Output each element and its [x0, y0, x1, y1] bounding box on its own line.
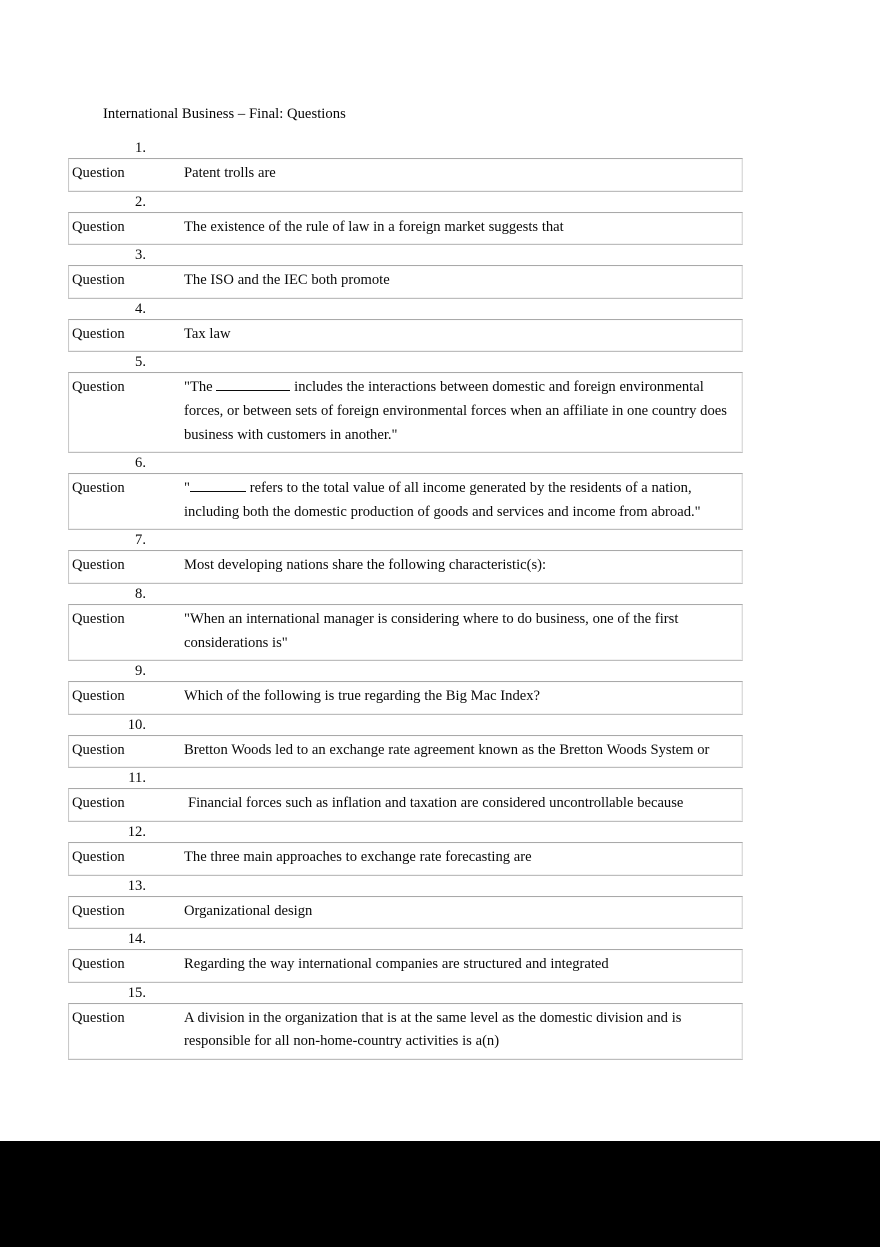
question-number: 2.	[135, 193, 146, 210]
question-label: Question	[72, 795, 125, 812]
question-text	[184, 474, 742, 529]
question-item	[0, 138, 880, 192]
question-row	[68, 372, 743, 453]
question-item	[0, 584, 880, 661]
question-number: 11.	[128, 770, 146, 787]
fill-in-blank	[190, 491, 246, 492]
question-text-before-blank: "	[184, 480, 190, 497]
question-item	[0, 245, 880, 299]
question-text: Bretton Woods led to an exchange rate agreement known as the Bretton Woods System or	[184, 741, 710, 758]
question-text: The existence of the rule of law in a foreign market suggests that	[184, 218, 564, 235]
question-item	[0, 929, 880, 983]
question-text: Most developing nations share the following characteristic(s):	[184, 557, 547, 574]
question-row	[68, 212, 743, 246]
question-label: Question	[72, 165, 125, 181]
question-label: Question	[72, 610, 125, 627]
question-text: A division in the organization that is at the same level as the domestic division and is responsible for all non-home-country activities is a(n)	[184, 1009, 682, 1050]
question-number: 1.	[135, 140, 146, 156]
question-text-before-blank: "The	[184, 379, 217, 396]
question-text	[184, 373, 742, 452]
question-row	[68, 735, 743, 769]
question-row	[68, 604, 743, 661]
question-text-after-blank: includes the interactions between domestic and foreign environmental forces, or between sets of foreign environmental forces when an affiliate in one country does business with customers in another."	[184, 379, 727, 443]
question-text: Regarding the way international companies are structured and integrated	[184, 956, 609, 973]
question-number: 14.	[127, 931, 146, 948]
question-label: Question	[72, 218, 125, 235]
bottom-black-band	[0, 1141, 880, 1247]
question-label: Question	[72, 956, 125, 973]
question-number: 10.	[127, 716, 146, 733]
question-item	[0, 876, 880, 930]
question-label: Question	[72, 480, 125, 497]
question-text: "When an international manager is considering where to do business, one of the first considerations is"	[184, 610, 679, 651]
question-item	[0, 453, 880, 530]
question-text: Which of the following is true regarding the Big Mac Index?	[184, 688, 541, 705]
question-number: 4.	[135, 300, 146, 317]
question-row	[68, 842, 743, 876]
question-row	[68, 265, 743, 299]
question-row	[68, 949, 743, 983]
question-label: Question	[72, 557, 125, 574]
question-item	[0, 822, 880, 876]
question-label: Question	[72, 741, 125, 758]
question-row	[68, 473, 743, 530]
question-list	[0, 138, 880, 1060]
question-item	[0, 715, 880, 769]
question-label: Question	[72, 848, 125, 865]
question-text: The three main approaches to exchange rate forecasting are	[184, 848, 532, 865]
question-row	[68, 319, 743, 353]
question-label: Question	[72, 688, 125, 705]
question-label: Question	[72, 1009, 125, 1026]
question-number: 8.	[135, 585, 146, 602]
question-text: Organizational design	[184, 902, 313, 919]
question-row	[68, 788, 743, 822]
question-number: 6.	[135, 455, 146, 472]
question-label: Question	[72, 902, 125, 919]
question-number: 3.	[135, 247, 146, 264]
question-row	[68, 550, 743, 584]
question-text-after-blank: refers to the total value of all income generated by the residents of a nation, including both the domestic production of goods and services and income from abroad."	[184, 480, 701, 520]
question-item	[0, 192, 880, 246]
question-number: 12.	[127, 823, 146, 840]
question-number: 7.	[135, 532, 146, 549]
question-row	[68, 158, 743, 192]
question-number: 5.	[135, 354, 146, 371]
question-number: 15.	[127, 984, 146, 1001]
question-text: Financial forces such as inflation and taxation are considered uncontrollable because	[188, 795, 684, 812]
question-label: Question	[72, 379, 125, 396]
question-label: Question	[72, 272, 125, 289]
question-row	[68, 896, 743, 930]
question-item	[0, 299, 880, 353]
question-item	[0, 661, 880, 715]
question-row	[68, 681, 743, 715]
question-label: Question	[72, 325, 125, 342]
question-number: 9.	[135, 663, 146, 680]
page-title: International Business – Final: Questions	[103, 106, 346, 122]
question-item	[0, 352, 880, 453]
question-item	[0, 768, 880, 822]
question-text: Tax law	[184, 325, 231, 342]
question-row	[68, 1003, 743, 1060]
question-item	[0, 983, 880, 1060]
question-number: 13.	[127, 877, 146, 894]
question-text: The ISO and the IEC both promote	[184, 272, 390, 289]
question-item	[0, 530, 880, 584]
question-text: Patent trolls are	[184, 165, 276, 181]
fill-in-blank	[216, 390, 290, 391]
